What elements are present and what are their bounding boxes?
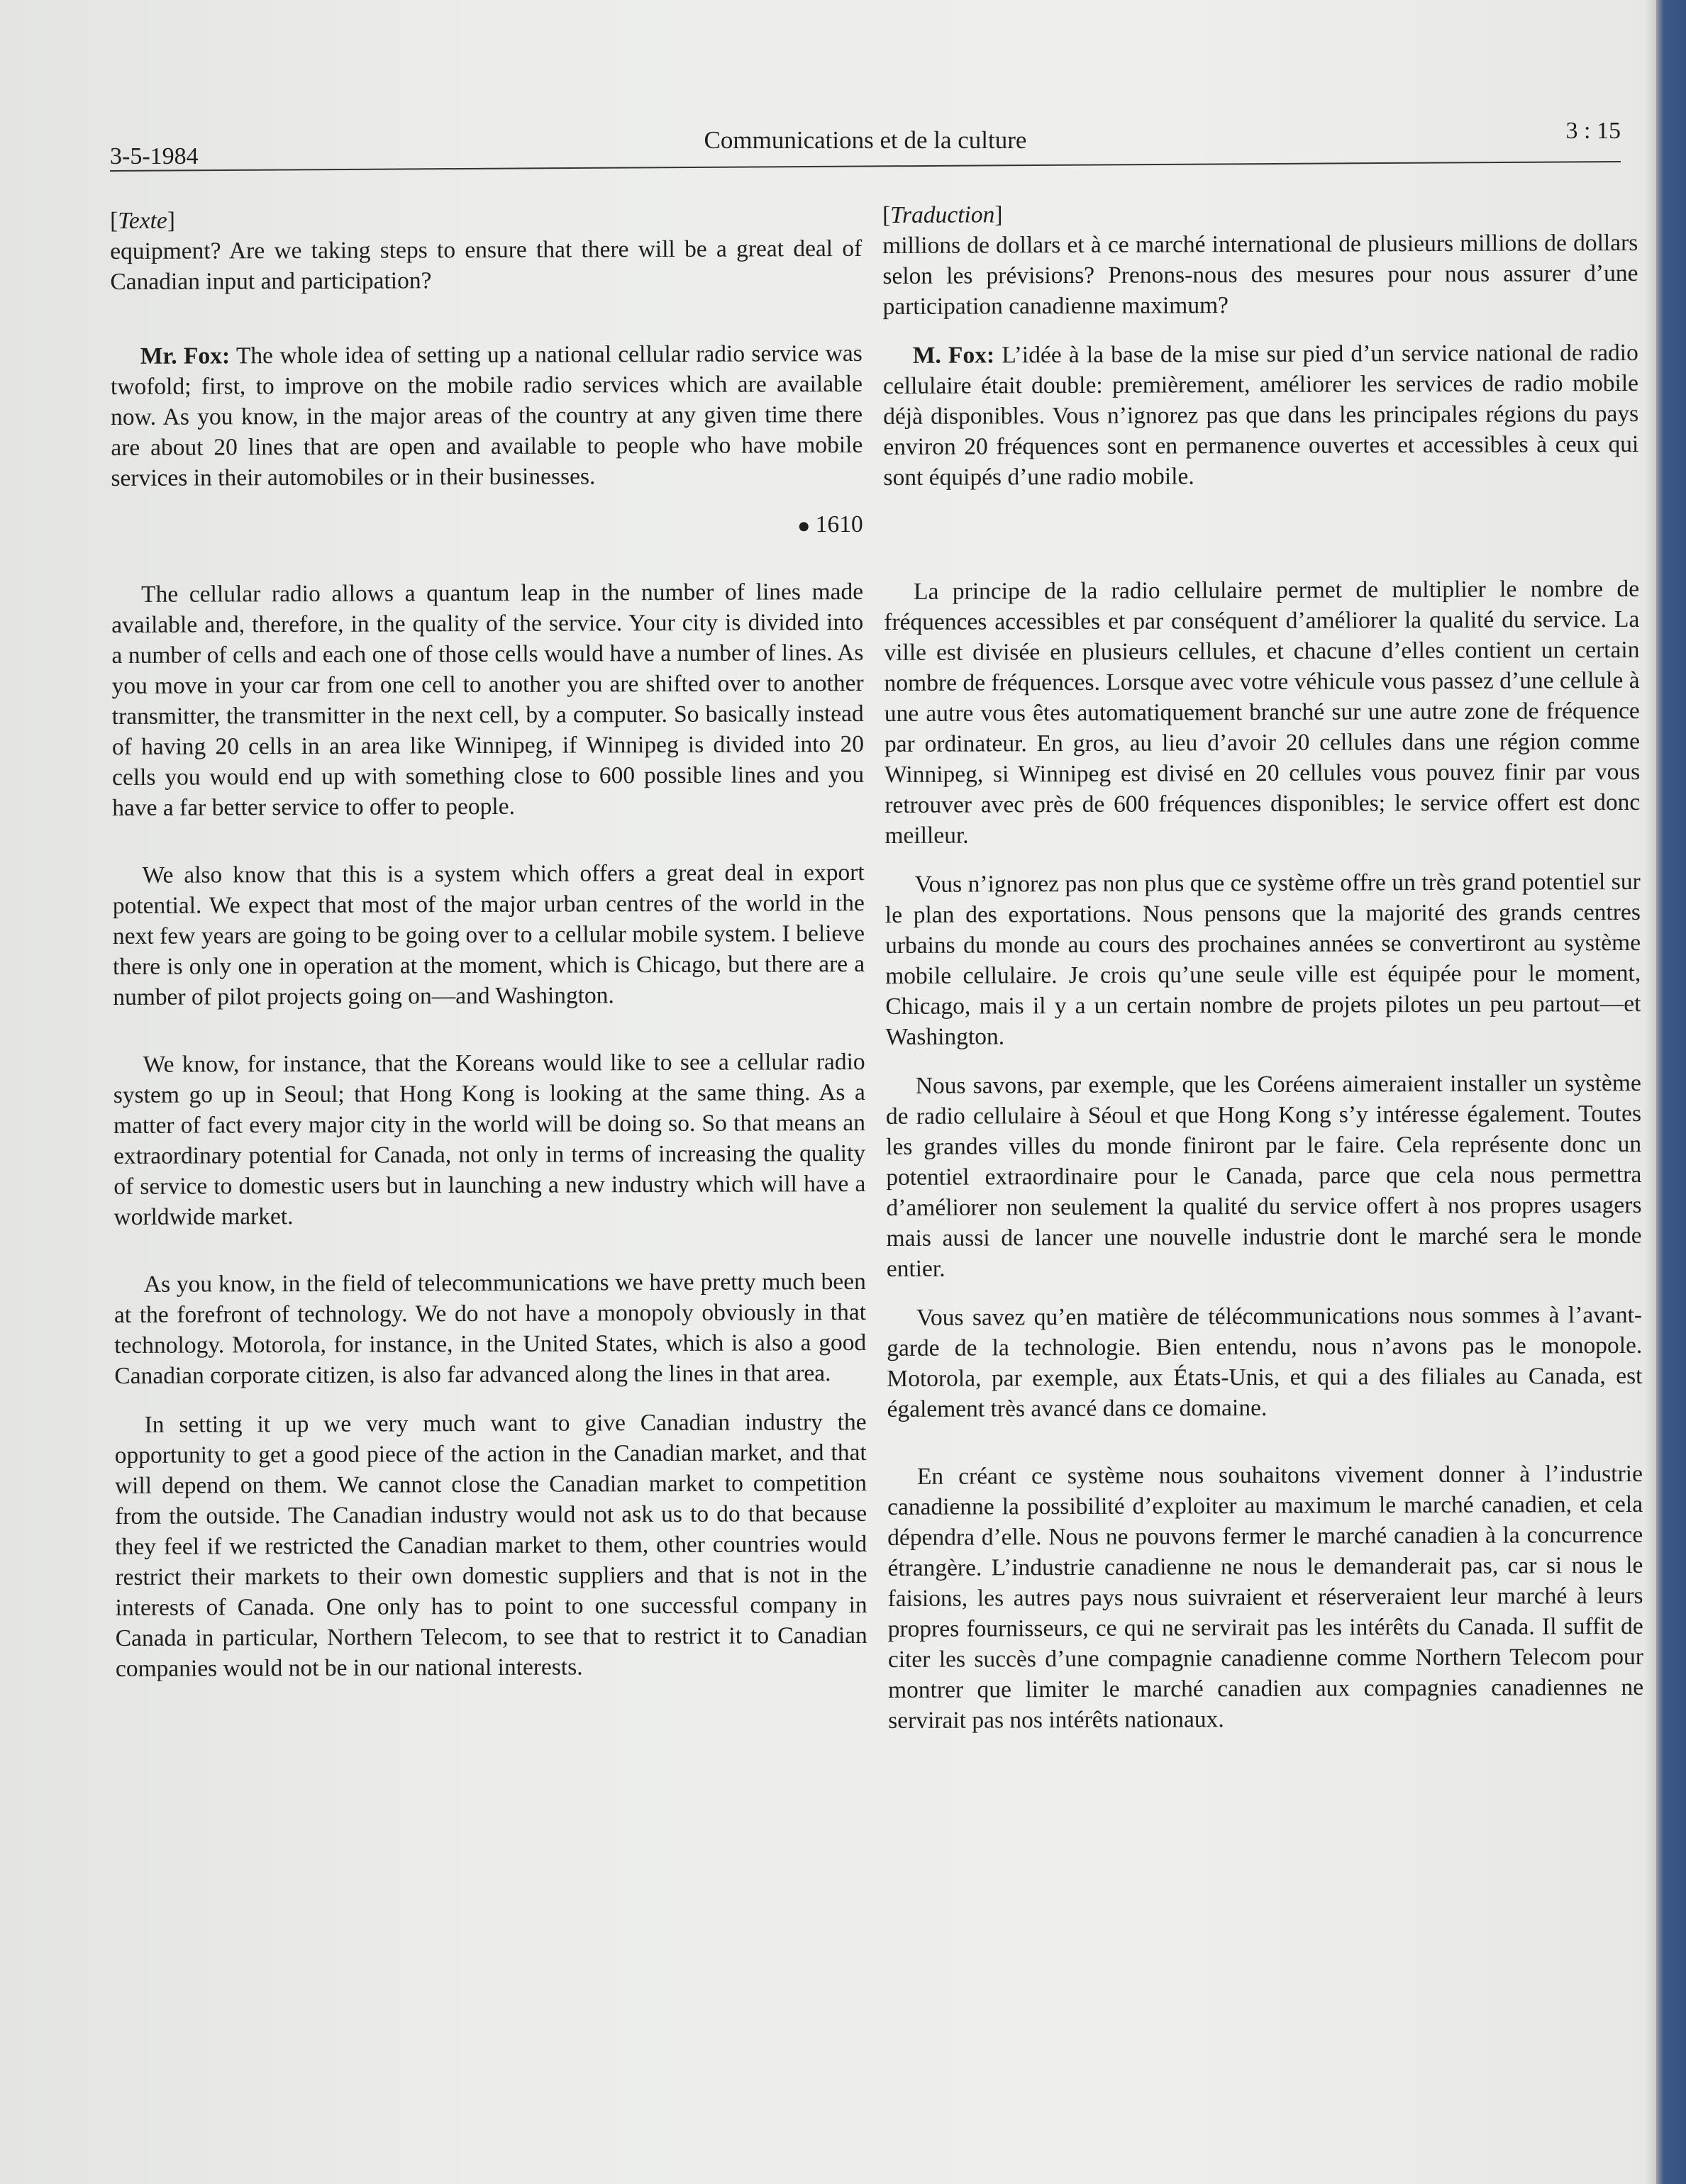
paragraph: millions de dollars et à ce marché international de plusieurs millions de dollars selon les prévisions? Prenons-nous des mesures pour nous assurer d’une participation canadienne maximum?	[882, 229, 1638, 320]
paragraph: La principe de la radio cellulaire permet de multiplier le nombre de fréquences accessibles et par conséquent d’améliorer la qualité du service. La ville est divisée en plusieurs cellules, et chacune d’elles contient un certain nombre de fréquences. Lorsque avec votre véhicule vous passez d’une cellule à une autre vous êtes automatiquement branché sur une autre zone de fréquence par ordinateur. En gros, au lieu d’avoir 20 cellules dans une région comme Winnipeg, si Winnipeg est divisé en 20 cellules vous pouvez finir par vous retrouver avec près de 600 fréquences disponibles; le service offert est donc meilleur.	[884, 575, 1641, 849]
page-edge-shadow	[1644, 0, 1656, 2184]
paragraph: We know, for instance, that the Koreans would like to see a cellular radio system go up in Seoul; that Hong Kong is looking at the same thing. As a matter of fact every major city in the world will be doing so. So that means an extraordinary potential for Canada, not only in terms of increasing the quality of service to domestic users but in launching a new industry which will have a worldwide market.	[113, 1048, 866, 1230]
paragraph: Nous savons, par exemple, que les Coréens aimeraient installer un système de radio cellulaire à Séoul et que Hong Kong s’y intéresse également. Toutes les grandes villes du monde finiront par le faire. Cela représente donc un potentiel extraordinaire pour le Canada, parce que cela nous permettra d’améliorer non seulement la qualité du service offert à nos propres usagers mais aussi de lancer une nouvelle industrie dont le marché sera le monde entier.	[885, 1069, 1642, 1282]
paragraph: In setting it up we very much want to give Canadian industry the opportunity to get a good piece of the action in the Canadian market, and that will depend on them. We cannot close the Canadian market to competition from the outside. The Canadian industry would not ask us to do that because they feel if we restricted the Canadian market to them, other countries would restrict their markets to their own domestic suppliers and that is not in the interests of Canada. One only has to point to one successful company in Canada in particular, Northern Telecom, to see that to restrict it to Canadian companies would not be in our national interests.	[114, 1408, 867, 1682]
paragraph: En créant ce système nous souhaitons vivement donner à l’industrie canadienne la possibilité d’exploiter au maximum le marché canadien, et cela dépendra d’elle. Nous ne pouvons fermer le marché canadien à la concurrence étrangère. L’industrie canadienne ne nous le demanderait pas, car si nous le faisions, les autres pays nous suivraient et réserveraient leur marché à leurs propres fournisseurs, ce qui ne servirait pas les intérêts du Canada. Il suffit de citer les succès d’une compagnie canadienne comme Northern Telecom pour montrer que limiter le marché canadien aux compagnies canadiennes ne servirait pas nos intérêts nationaux.	[887, 1460, 1644, 1734]
speaker-name: M. Fox:	[912, 342, 995, 369]
paragraph: The cellular radio allows a quantum leap in the number of lines made available and, therefore, in the quality of the service. Your city is divided into a number of cells and each one of those cells would have a number of lines. As you move in your car from one cell to another you are shifted over to another transmitter, the transmitter in the next cell, by a computer. So basically instead of having 20 cells in an area like Winnipeg, if Winnipeg is divided into 20 cells you would end up with something close to 600 possible lines and you have a far better service to offer to people.	[111, 578, 865, 821]
section-tag-traduction: [Traduction]	[882, 201, 1003, 228]
speaker-name: Mr. Fox:	[140, 342, 231, 369]
english-column	[110, 203, 867, 1684]
paragraph: We also know that this is a system which offers a great deal in export potential. We expect that most of the major urban centres of the world in the next few years are going to be going over to a cellular mobile system. I believe there is only one in operation at the moment, which is Chicago, but there are a number of pilot projects going on—and Washington.	[112, 859, 865, 1010]
time-marker: 1610	[111, 509, 863, 542]
paragraph: equipment? Are we taking steps to ensure that there will be a great deal of Canadian input and participation?	[110, 235, 863, 295]
header-title: Communications et de la culture	[704, 126, 1027, 154]
paragraph: As you know, in the field of telecommunications we have pretty much been at the forefront of technology. We do not have a monopoly obviously in that technology. Motorola, for instance, in the United States, which is also a good Canadian corporate citizen, is also far advanced along the lines in that area.	[113, 1268, 867, 1389]
header-page-number: 3 : 15	[1565, 118, 1621, 144]
paragraph: M. Fox: L’idée à la base de la mise sur pied d’un service national de radio cellulaire était double: premièrement, améliorer les services de radio mobile déjà disponibles. Vous n’ignorez pas que dans les principales régions du pays environ 20 fréquences sont en permanence ouvertes et accessibles à ceux qui sont équipés d’une radio mobile.	[882, 339, 1639, 491]
paragraph: Vous n’ignorez pas non plus que ce système offre un très grand potentiel sur le plan des exportations. Nous pensons que la majorité des grands centres urbains du monde au cours des prochaines années se convertiront au système mobile cellulaire. Je crois qu’une seule ville est équipée pour le moment, Chicago, mais il y a un certain nombre de projets pilotes un peu partout—et Washington.	[884, 868, 1641, 1050]
header-date: 3-5-1984	[110, 143, 199, 169]
paragraph: Vous savez qu’en matière de télécommunications nous sommes à l’avant-garde de la technologie. Bien entendu, nous n’avons pas le monopole. Motorola, par exemple, aux États-Unis, et qui a des filiales au Canada, est également très avancé dans ce domaine.	[887, 1301, 1643, 1422]
section-tag-texte: [Texte]	[110, 207, 175, 234]
paragraph: Mr. Fox: The whole idea of setting up a national cellular radio service was twofold; first, to improve on the mobile radio services which are available now. As you know, in the major areas of the country at any given time there are about 20 lines that are open and available to people who have mobile services in their automobiles or in their businesses.	[110, 340, 863, 491]
bullet-icon	[799, 522, 809, 531]
french-column	[882, 197, 1643, 1736]
binder-edge	[1656, 0, 1686, 2184]
